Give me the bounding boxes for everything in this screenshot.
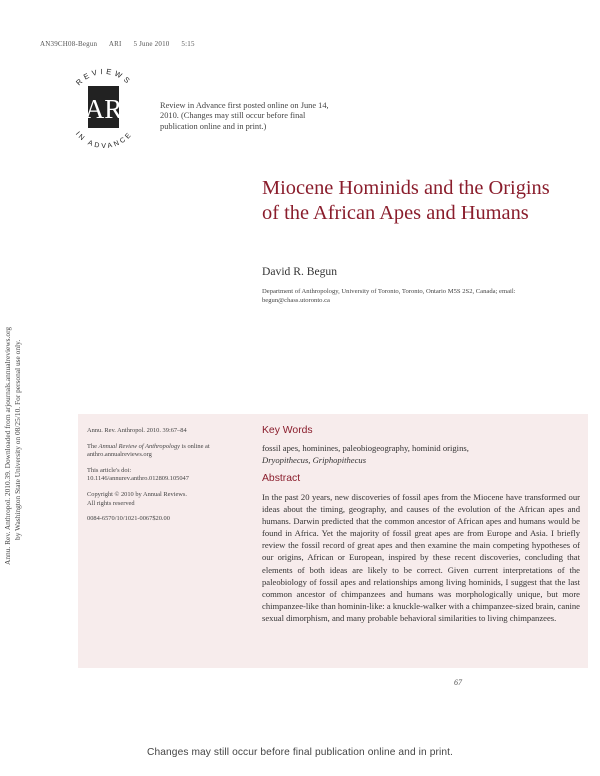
logo-text-bottom: IN ADVANCE — [73, 130, 135, 151]
rights: All rights reserved — [87, 499, 135, 507]
header-series: ARI — [108, 40, 122, 48]
reviews-in-advance-logo-graphic — [58, 62, 148, 154]
header-time: 5:15 — [181, 40, 195, 48]
advance-publication-note: Review in Advance first posted online on June 14, 2010. (Changes may still occur before final publication online and in print.) — [160, 101, 329, 131]
logo-text-top: REVIEWS — [74, 66, 134, 88]
svg-text:REVIEWS — [74, 67, 134, 87]
online-availability: The Annual Review of Anthropology is online at anthro.annualreviews.org — [87, 442, 210, 459]
doi-value: 10.1146/annurev.anthro.012809.105047 — [87, 475, 189, 483]
abstract-text: In the past 20 years, new discoveries of fossil apes from the Miocene have transformed our ideas about the timing, geography, and causes of the evolution of the African apes and humans. Darwin predicted that the common ancestor of African apes and humans would be found in Africa. Yet the majority of fossil great apes are from Europe and Asia. I briefly review the fossil record of great apes and then examine the main competing hypotheses of our origins, African or European, inspired by these recent discoveries, concluding that elements of both ideas are likely to be correct. Given current interpretations of the paleobiology of fossil apes and relationships among living hominids, I suggest that the last common ancestor of chimpanzees and humans was morphologically unique, but more chimpanzee-like than hominin-like: a knuckle-walker with a chimpanzee-sized brain, canine sexual dimorphism, and many probable behavioral similarities to living chimpanzees. — [262, 492, 580, 623]
changes-footer: Changes may still occur before final publication online and in print. — [147, 747, 453, 758]
header-code: AN39CH08-Begun — [40, 40, 98, 48]
issn: 0084-6570/10/1021-0067$20.00 — [87, 515, 170, 523]
keywords-italic: Dryopithecus, Griphopithecus — [262, 454, 367, 465]
journal-name: Annual Review of Anthropology — [98, 442, 181, 450]
watermark-line-2: by Washington State University on 08/25/10. For personal use only. — [13, 339, 22, 540]
keywords-list — [262, 443, 562, 467]
abstract-heading: Abstract — [262, 473, 301, 484]
doi-label: This article's doi: — [87, 466, 132, 474]
download-watermark — [0, 250, 30, 570]
svg-text:IN ADVANCE — [74, 131, 134, 150]
running-header — [40, 40, 205, 48]
page-number: 67 — [454, 678, 462, 687]
logo-monogram: AR — [84, 94, 123, 124]
doi-block — [87, 467, 247, 484]
keywords-heading: Key Words — [262, 425, 313, 436]
article-title: Miocene Hominids and the Origins of the African Apes and Humans — [262, 177, 550, 224]
citation: Annu. Rev. Anthropol. 2010. 39:67–84 — [87, 427, 187, 434]
author-affiliation: Department of Anthropology, University of Toronto, Toronto, Ontario M5S 2S2, Canada; email: begun@chass.utoronto.ca — [262, 288, 516, 304]
reviews-in-advance-logo — [58, 62, 148, 154]
copyright: Copyright © 2010 by Annual Reviews. — [87, 490, 187, 498]
article-author: David R. Begun — [262, 265, 338, 278]
watermark-line-1: Annu. Rev. Anthropol. 2010.39. Downloaded from arjournals.annualreviews.org — [3, 326, 12, 565]
keywords-plain: fossil apes, hominines, paleobiogeography, hominid origins, — [262, 443, 469, 453]
download-watermark-graphic — [0, 250, 30, 570]
journal-info — [87, 427, 247, 531]
header-date: 5 June 2010 — [133, 40, 170, 48]
copyright-block — [87, 491, 247, 508]
